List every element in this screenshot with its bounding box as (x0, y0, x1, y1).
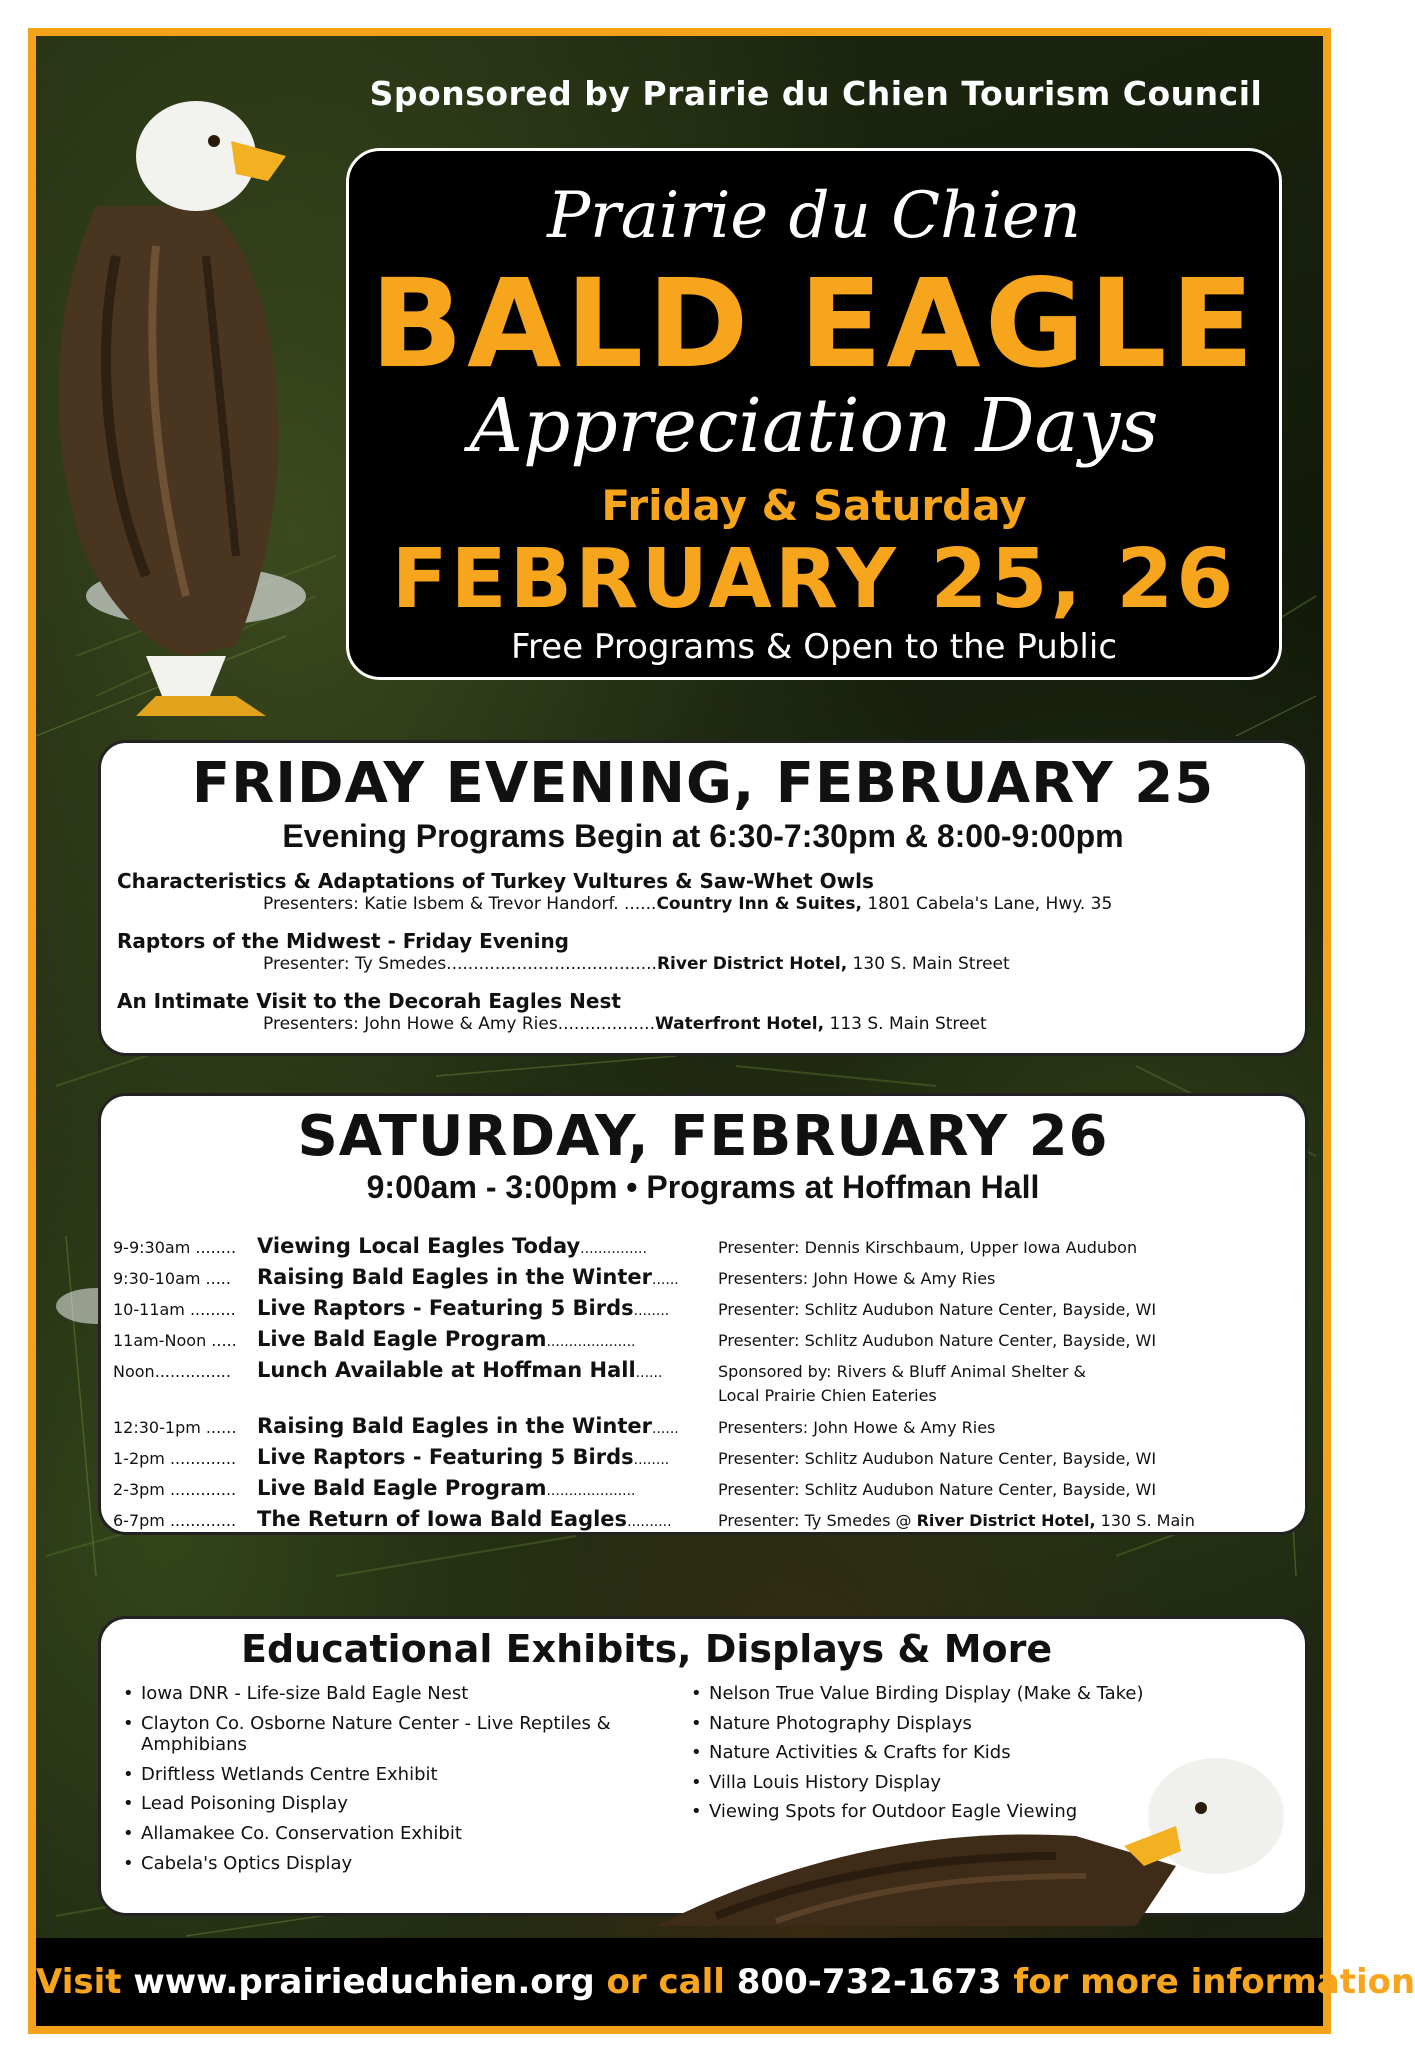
friday-program (117, 989, 987, 1034)
list-item: • Villa Louis History Display (691, 1772, 1251, 1794)
footer-url-link[interactable]: www.prairieduchien.org (133, 1962, 595, 2002)
title-days: Friday & Saturday (601, 481, 1027, 530)
schedule-time: Noon............... (113, 1362, 231, 1381)
schedule-event: Lunch Available at Hoffman Hall...... (257, 1358, 663, 1382)
list-item: • Clayton Co. Osborne Nature Center - Live Reptiles & Amphibians (123, 1713, 683, 1756)
title-free-programs: Free Programs & Open to the Public (510, 627, 1118, 667)
list-item: • Lead Poisoning Display (123, 1793, 683, 1815)
footer-visit: Visit (36, 1962, 134, 2002)
schedule-time: 10-11am ......... (113, 1300, 236, 1319)
list-item: • Nature Activities & Crafts for Kids (691, 1742, 1251, 1764)
schedule-event: Raising Bald Eagles in the Winter...... (257, 1414, 679, 1438)
schedule-event: Viewing Local Eagles Today............... (257, 1234, 647, 1258)
footer-contact (36, 1938, 1415, 2026)
schedule-row (113, 1294, 1299, 1325)
list-item: • Iowa DNR - Life-size Bald Eagle Nest (123, 1683, 683, 1705)
schedule-time: 12:30-1pm ...... (113, 1418, 237, 1437)
saturday-schedule (113, 1232, 1299, 1536)
eagle-flying-illustration (656, 1716, 1316, 1936)
program-details (263, 894, 1112, 914)
footer-more: for more information (1001, 1962, 1415, 2002)
program-address: 113 S. Main Street (824, 1014, 987, 1034)
program-title: Characteristics & Adaptations of Turkey Vultures & Saw-Whet Owls (117, 869, 874, 893)
title-box (346, 148, 1282, 680)
title-date: FEBRUARY 25, 26 (391, 532, 1237, 627)
schedule-presenter: Presenters: John Howe & Amy Ries (718, 1269, 996, 1288)
schedule-presenter: Presenters: John Howe & Amy Ries (718, 1418, 996, 1437)
saturday-heading: SATURDAY, FEBRUARY 26 (297, 1104, 1109, 1169)
schedule-time: 2-3pm ............. (113, 1480, 237, 1499)
schedule-presenter: Presenter: Schlitz Audubon Nature Center, Bayside, WI (718, 1331, 1157, 1350)
schedule-presenter: Sponsored by: Rivers & Bluff Animal Shelter & (718, 1362, 1087, 1381)
title-subtitle: Appreciation Days (469, 383, 1159, 469)
schedule-event: Raising Bald Eagles in the Winter...... (257, 1265, 679, 1289)
program-details (263, 1014, 987, 1034)
title-main: BALD EAGLE (370, 253, 1258, 395)
schedule-row (113, 1505, 1299, 1536)
title-town: Prairie du Chien (547, 179, 1081, 253)
footer-phone[interactable]: 800-732-1673 (736, 1962, 1002, 2002)
program-dots: ...................................... (451, 954, 657, 974)
friday-subheading: Evening Programs Begin at 6:30-7:30pm & 8:00-9:00pm (282, 818, 1124, 854)
program-venue: River District Hotel, (656, 954, 848, 974)
schedule-event: Live Raptors - Featuring 5 Birds........ (257, 1296, 670, 1320)
program-title: An Intimate Visit to the Decorah Eagles Nest (117, 989, 621, 1013)
list-item: • Cabela's Optics Display (123, 1853, 683, 1875)
schedule-time: 1-2pm ............. (113, 1449, 237, 1468)
schedule-time: 9:30-10am ..... (113, 1269, 231, 1288)
eagle-perched-illustration (36, 56, 326, 736)
schedule-time: 11am-Noon ..... (113, 1331, 237, 1350)
schedule-presenter-line2: Local Prairie Chien Eateries (718, 1386, 937, 1405)
schedule-row (113, 1325, 1299, 1356)
program-address: 130 S. Main Street (847, 954, 1010, 974)
schedule-row (113, 1474, 1299, 1505)
schedule-row (113, 1443, 1299, 1474)
sponsor-line: Sponsored by Prairie du Chien Tourism Council (369, 74, 1263, 113)
schedule-presenter: Presenter: Dennis Kirschbaum, Upper Iowa Audubon (718, 1238, 1138, 1257)
program-presenters: Presenter: Ty Smedes. (263, 954, 452, 974)
schedule-event: Live Bald Eagle Program.................... (257, 1327, 636, 1351)
program-venue: Waterfront Hotel, (654, 1014, 825, 1034)
saturday-subheading: 9:00am - 3:00pm • Programs at Hoffman Hall (366, 1169, 1040, 1205)
schedule-row (113, 1232, 1299, 1263)
footer-call: or call (594, 1962, 737, 2002)
schedule-presenter: Presenter: Schlitz Audubon Nature Center, Bayside, WI (718, 1480, 1157, 1499)
list-item: • Viewing Spots for Outdoor Eagle Viewing (691, 1801, 1251, 1823)
schedule-presenter: Presenter: Ty Smedes @ River District Hotel, 130 S. Main (718, 1511, 1195, 1530)
schedule-row (113, 1263, 1299, 1294)
schedule-row (113, 1412, 1299, 1443)
schedule-event: Live Raptors - Featuring 5 Birds........ (257, 1445, 670, 1469)
schedule-time: 6-7pm ............. (113, 1511, 237, 1530)
list-item: • Driftless Wetlands Centre Exhibit (123, 1764, 683, 1786)
exhibit-list-left (123, 1683, 683, 1882)
schedule-presenter: Presenter: Schlitz Audubon Nature Center, Bayside, WI (718, 1300, 1157, 1319)
program-title: Raptors of the Midwest - Friday Evening (117, 929, 569, 953)
list-item: • Nelson True Value Birding Display (Make & Take) (691, 1683, 1251, 1705)
schedule-row (113, 1356, 1299, 1412)
list-item: • Nature Photography Displays (691, 1713, 1251, 1735)
program-address: 1801 Cabela's Lane, Hwy. 35 (861, 894, 1113, 914)
schedule-presenter: Presenter: Schlitz Audubon Nature Center, Bayside, WI (718, 1449, 1157, 1468)
friday-program (117, 869, 1112, 914)
schedule-time: 9-9:30am ........ (113, 1238, 237, 1257)
saturday-panel (98, 1093, 1308, 1535)
program-dots: .................. (557, 1014, 655, 1034)
friday-panel (98, 740, 1308, 1056)
schedule-event: The Return of Iowa Bald Eagles.......... (257, 1507, 672, 1531)
program-presenters: Presenters: John Howe & Amy Ries (263, 1014, 558, 1034)
program-presenters: Presenters: Katie Isbem & Trevor Handorf. (263, 894, 619, 914)
friday-program (117, 929, 1010, 974)
poster (28, 28, 1415, 2034)
program-dots: ...... (618, 894, 657, 914)
program-details (263, 954, 1010, 974)
program-venue: Country Inn & Suites, (656, 894, 862, 914)
friday-heading: FRIDAY EVENING, FEBRUARY 25 (191, 751, 1215, 816)
education-heading: Educational Exhibits, Displays & More (241, 1627, 1053, 1671)
list-item: • Allamakee Co. Conservation Exhibit (123, 1823, 683, 1845)
schedule-event: Live Bald Eagle Program.................... (257, 1476, 636, 1500)
